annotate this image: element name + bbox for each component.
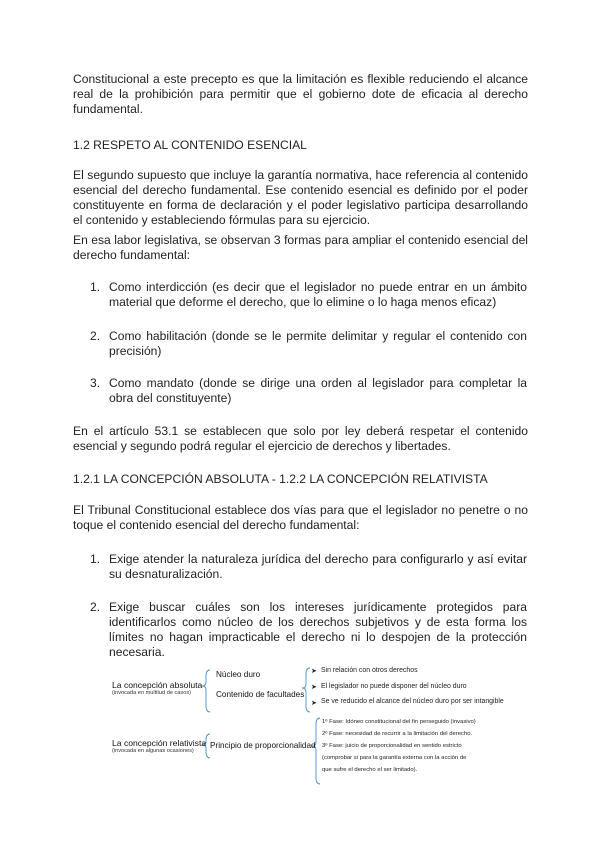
- arrow-bullet-icon: ➤: [311, 668, 317, 675]
- step-1: 1º Fase: Idóneo constitucional del fin perseguido (invasivo): [322, 719, 476, 725]
- step-3-detail: (comprobar si para la garantía externa con la acción de: [322, 755, 467, 761]
- arrow-bullet-icon: ➤: [311, 700, 317, 707]
- step-3: 3º Fase: juicio de proporcionalidad en sentido estricto: [322, 743, 462, 749]
- paragraph-tribunal: El Tribunal Constitucional establece dos vías para que el legislador no penetre o no toque el contenido esencial del derecho fundamental:: [73, 503, 528, 532]
- relativista-title: La concepción relativista: [112, 738, 207, 748]
- paragraph-contenido-esencial: El segundo supuesto que incluye la garantía normativa, hace referencia al contenido esencial del derecho fundamental. Ese contenido esencial es definido por el poder constituyente en forma de declaración y el poder legislativo participa desarrollando el contenido y estableciendo fórmulas para su ejercicio.: [73, 168, 528, 227]
- list-text: Exige atender la naturaleza jurídica del derecho para configurarlo y así evitar su desnaturalización.: [109, 552, 527, 581]
- concept-diagram: [112, 662, 522, 792]
- list-number: 1.: [90, 552, 101, 566]
- branch-principio-proporcionalidad: Principio de proporcionalidad: [210, 741, 316, 750]
- list-number: 1.: [90, 280, 101, 294]
- point-1: Sin relación con otros derechos: [321, 667, 418, 674]
- section-heading-1-2: 1.2 RESPETO AL CONTENIDO ESENCIAL: [73, 138, 307, 152]
- relativista-subtitle: (invocada en algunas ocasiones): [112, 748, 194, 754]
- branch-nucleo-duro: Núcleo duro: [216, 670, 261, 679]
- list-number: 2.: [90, 329, 101, 343]
- list-text: Como interdicción (es decir que el legislador no puede entrar en un ámbito material que deforme el derecho, que lo elimine o lo haga menos eficaz): [109, 280, 527, 309]
- point-3: Se ve reducido el alcance del núcleo duro por ser intangible: [321, 698, 504, 705]
- absoluta-subtitle: (invocada en multitud de casos): [112, 690, 191, 696]
- step-2: 2º Fase: necesidad de recurrir a la limitación del derecho.: [322, 731, 473, 737]
- absoluta-title: La concepción absoluta: [112, 680, 203, 690]
- step-3-detail-cont: que sufre el derecho el ser limitado).: [322, 767, 418, 773]
- section-heading-1-2-1: 1.2.1 LA CONCEPCIÓN ABSOLUTA - 1.2.2 LA CONCEPCIÓN RELATIVISTA: [73, 472, 488, 486]
- point-2: El legislador no puede disponer del núcleo duro: [321, 683, 467, 690]
- list-number: 2.: [90, 600, 101, 614]
- paragraph-articulo-53: En el artículo 53.1 se establecen que solo por ley deberá respetar el contenido esencial y segundo podrá regular el ejercicio de derechos y libertades.: [73, 424, 528, 453]
- list-text: Como habilitación (donde se le permite delimitar y regular el contenido con precisión): [109, 329, 527, 358]
- list-text: Como mandato (donde se dirige una orden al legislador para completar la obra del constituyente): [109, 376, 527, 405]
- paragraph-labor-legislativa: En esa labor legislativa, se observan 3 formas para ampliar el contenido esencial del derecho fundamental:: [73, 233, 528, 262]
- list-number: 3.: [90, 376, 101, 390]
- branch-contenido-facultades: Contenido de facultades: [216, 690, 305, 699]
- arrow-bullet-icon: ➤: [311, 684, 317, 691]
- intro-paragraph: Constitucional a este precepto es que la limitación es flexible reduciendo el alcance real de la prohibición para permitir que el gobierno dote de eficacia al derecho fundamental.: [73, 72, 528, 116]
- list-text: Exige buscar cuáles son los intereses jurídicamente protegidos para identificarlos como núcleo de los derechos subjetivos y de esta forma los límites no hagan impracticable el derecho ni lo despojen de la protección necesaria.: [109, 600, 527, 659]
